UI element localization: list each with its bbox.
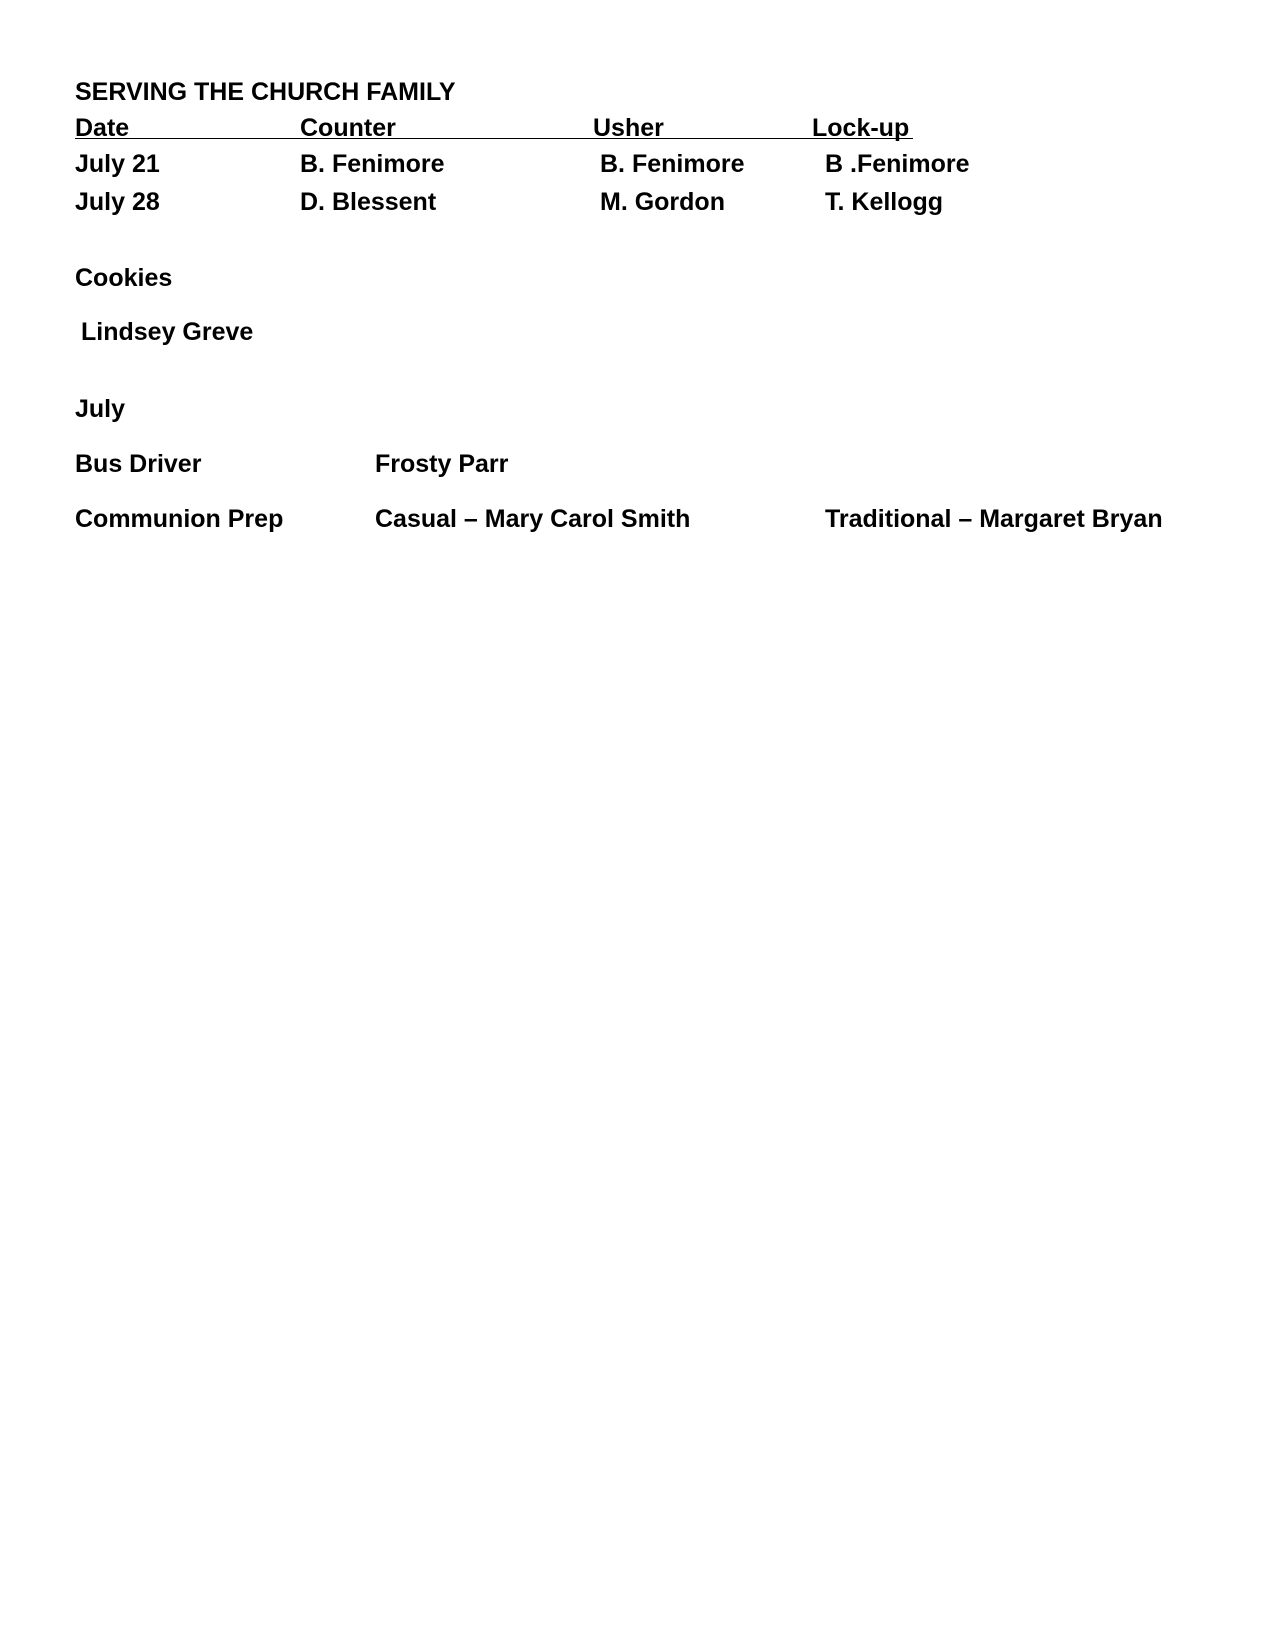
header-lockup: Lock-up: [812, 114, 910, 142]
row-counter: D. Blessent: [300, 188, 437, 216]
bus-driver-name: Frosty Parr: [375, 450, 509, 478]
month-heading: July: [75, 395, 126, 423]
communion-prep-traditional: Traditional – Margaret Bryan: [825, 505, 1163, 533]
header-counter: Counter: [300, 114, 396, 142]
row-usher: B. Fenimore: [600, 150, 745, 178]
row-usher: M. Gordon: [600, 188, 725, 216]
bus-driver-label: Bus Driver: [75, 450, 202, 478]
header-date: Date: [75, 114, 130, 142]
header-usher: Usher: [593, 114, 664, 142]
communion-prep-casual: Casual – Mary Carol Smith: [375, 505, 691, 533]
row-date: July 28: [75, 188, 160, 216]
cookies-name: Lindsey Greve: [81, 318, 254, 346]
row-lockup: B .Fenimore: [825, 150, 970, 178]
row-date: July 21: [75, 150, 160, 178]
communion-prep-label: Communion Prep: [75, 505, 284, 533]
header-underline: [75, 138, 913, 139]
cookies-label: Cookies: [75, 264, 173, 292]
page-title: SERVING THE CHURCH FAMILY: [75, 78, 456, 106]
row-lockup: T. Kellogg: [825, 188, 944, 216]
row-counter: B. Fenimore: [300, 150, 445, 178]
